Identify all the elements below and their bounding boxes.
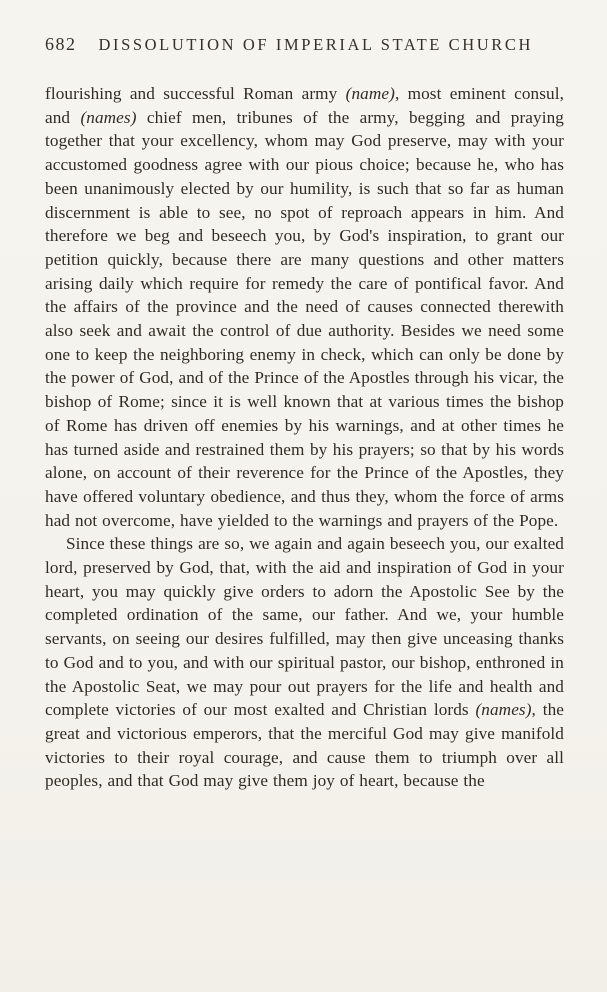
text-segment: , most eminent consul, and — [45, 84, 564, 127]
page-number: 682 — [45, 34, 77, 54]
page-body — [45, 82, 564, 793]
text-segment: , the great and victorious emperors, that the merciful God may give manifold victories to their royal courage, and cause them to triumph over all peoples, and that God may give them joy of heart, because the — [45, 700, 564, 791]
running-title: DISSOLUTION OF IMPERIAL STATE CHURCH — [98, 35, 534, 54]
paragraph-1 — [45, 82, 564, 532]
page-header — [45, 34, 564, 55]
text-segment-italic: (name) — [345, 84, 395, 103]
text-segment-italic: (names) — [80, 107, 137, 127]
text-segment: chief men, tribunes of the army, begging and praying together that your excellency, whom may God preserve, may with your accustomed goodness agree with our pious choice; because he, who has been unanimously elected by our humility, is such that so far as human discernment is able to see, no spot of reproach appears in him. And therefore we beg and beseech you, by God's inspiration, to grant our petition quickly, because there are many questions and other matters arising daily which require for remedy the care of pontifical favor. And the affairs of the province and the need of causes connected therewith also seek and await the control of due authority. Besides we need some one to keep the neighboring enemy in check, which can only be done by the power of God, and of the Prince of the Apostles through his vicar, the bishop of Rome; since it is well known that at various times the bishop of Rome has driven off enemies by his warnings, and at other times he has turned aside and restrained them by his prayers; so that by his words alone, on account of their reverence for the Prince of the Apostles, they have offered voluntary obedience, and thus they, whom the force of arms had not overcome, have yielded to the warnings and prayers of the Pope. — [45, 107, 564, 530]
paragraph-2 — [45, 532, 564, 793]
text-segment: Since these things are so, we again and again beseech you, our exalted lord, preserved by God, that, with the aid and inspiration of God in your heart, you may quickly give orders to adorn the Apostolic See by the completed ordination of the same, our father. And we, your humble servants, on seeing our desires fulfilled, may then give unceasing thanks to God and to you, and with our spiritual pastor, our bishop, enthroned in the Apostolic Seat, we may pour out prayers for the life and health and complete victories of our most exalted and Christian lords — [45, 534, 564, 720]
text-segment: flourishing and successful Roman army — [45, 84, 346, 103]
text-segment-italic: (names) — [475, 700, 532, 720]
